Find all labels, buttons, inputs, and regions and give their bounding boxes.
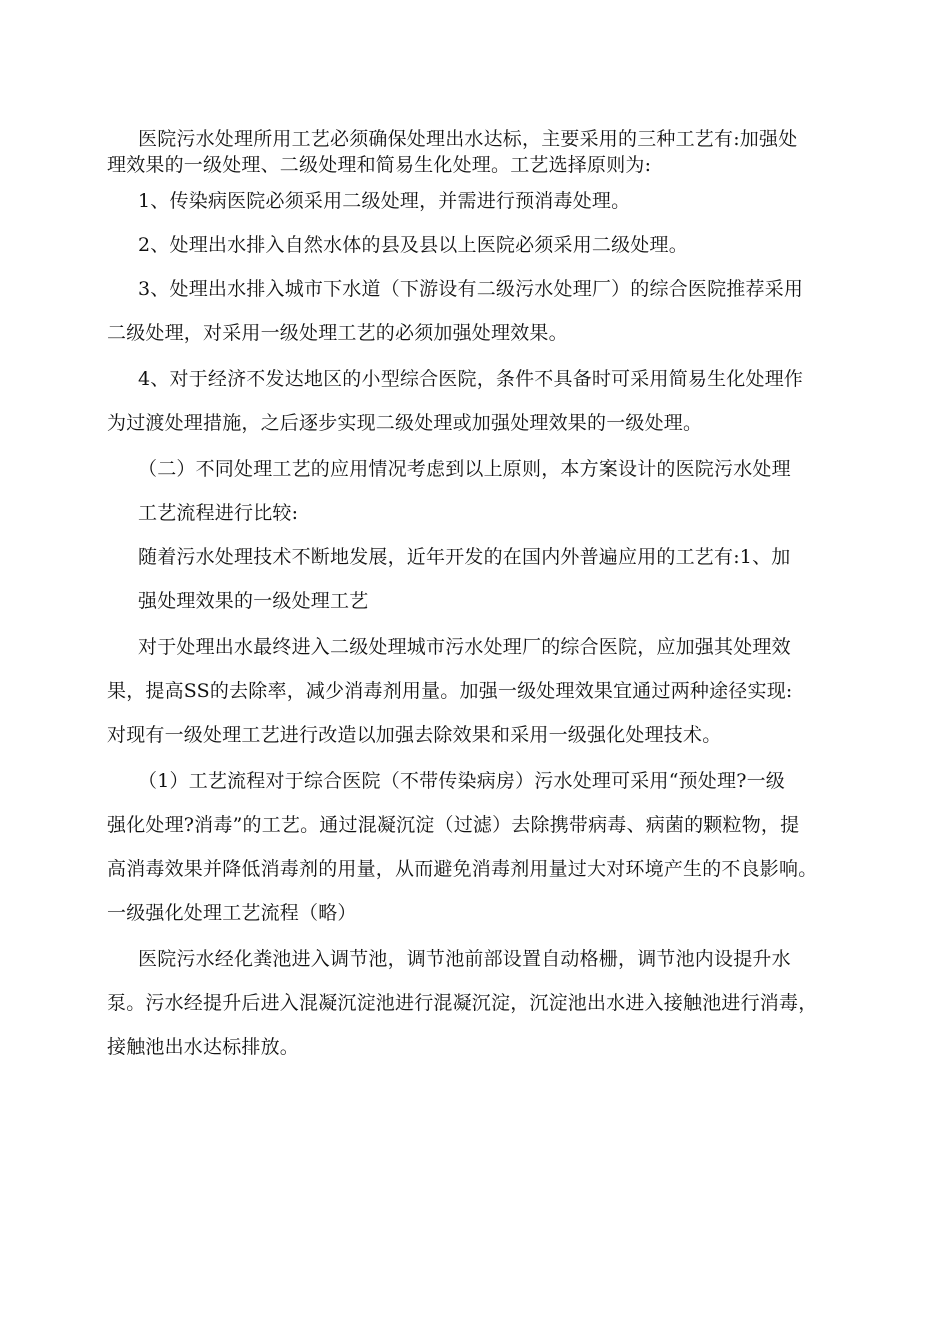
paragraph-6-line-1: （二）不同处理工艺的应用情况考虑到以上原则，本方案设计的医院污水处理 bbox=[138, 458, 791, 480]
paragraph-10-line-2: 泵。污水经提升后进入混凝沉淀池进行混凝沉淀，沉淀池出水进入接触池进行消毒， bbox=[107, 992, 818, 1014]
paragraph-1-line-2: 理效果的一级处理、二级处理和简易生化处理。工艺选择原则为: bbox=[107, 154, 652, 176]
paragraph-10-line-3: 接触池出水达标排放。 bbox=[107, 1036, 300, 1058]
paragraph-9-line-1: （1）工艺流程对于综合医院（不带传染病房）污水处理可采用“预处理?一级 bbox=[138, 770, 785, 792]
paragraph-5-line-2: 为过渡处理措施，之后逐步实现二级处理或加强处理效果的一级处理。 bbox=[107, 412, 703, 434]
paragraph-4-line-2: 二级处理，对采用一级处理工艺的必须加强处理效果。 bbox=[107, 322, 568, 344]
paragraph-3-line-1: 2、处理出水排入自然水体的县及县以上医院必须采用二级处理。 bbox=[138, 234, 688, 256]
paragraph-2-line-1: 1、传染病医院必须采用二级处理，并需进行预消毒处理。 bbox=[138, 190, 631, 212]
paragraph-4-line-1: 3、处理出水排入城市下水道（下游设有二级污水处理厂）的综合医院推荐采用 bbox=[138, 278, 804, 300]
paragraph-9-line-3: 高消毒效果并降低消毒剂的用量，从而避免消毒剂用量过大对环境产生的不良影响。 bbox=[107, 858, 818, 880]
paragraph-9-line-2: 强化处理?消毒”的工艺。通过混凝沉淀（过滤）去除携带病毒、病菌的颗粒物，提 bbox=[107, 814, 800, 836]
paragraph-7-line-1: 随着污水处理技术不断地发展，近年开发的在国内外普遍应用的工艺有:1、加 bbox=[138, 546, 791, 568]
paragraph-7-line-2: 强处理效果的一级处理工艺 bbox=[138, 590, 369, 612]
paragraph-8-line-1: 对于处理出水最终进入二级处理城市污水处理厂的综合医院，应加强其处理效 bbox=[138, 636, 791, 658]
paragraph-5-line-1: 4、对于经济不发达地区的小型综合医院，条件不具备时可采用简易生化处理作 bbox=[138, 368, 804, 390]
paragraph-6-line-2: 工艺流程进行比较: bbox=[138, 502, 299, 524]
paragraph-9-line-4: 一级强化处理工艺流程（略） bbox=[107, 902, 357, 924]
paragraph-8-line-3: 对现有一级处理工艺进行改造以加强去除效果和采用一级强化处理技术。 bbox=[107, 724, 722, 746]
paragraph-1-line-1: 医院污水处理所用工艺必须确保处理出水达标，主要采用的三种工艺有:加强处 bbox=[138, 128, 798, 150]
paragraph-8-line-2: 果，提高SS的去除率，减少消毒剂用量。加强一级处理效果宜通过两种途径实现: bbox=[107, 680, 793, 702]
paragraph-10-line-1: 医院污水经化粪池进入调节池，调节池前部设置自动格栅，调节池内设提升水 bbox=[138, 948, 791, 970]
